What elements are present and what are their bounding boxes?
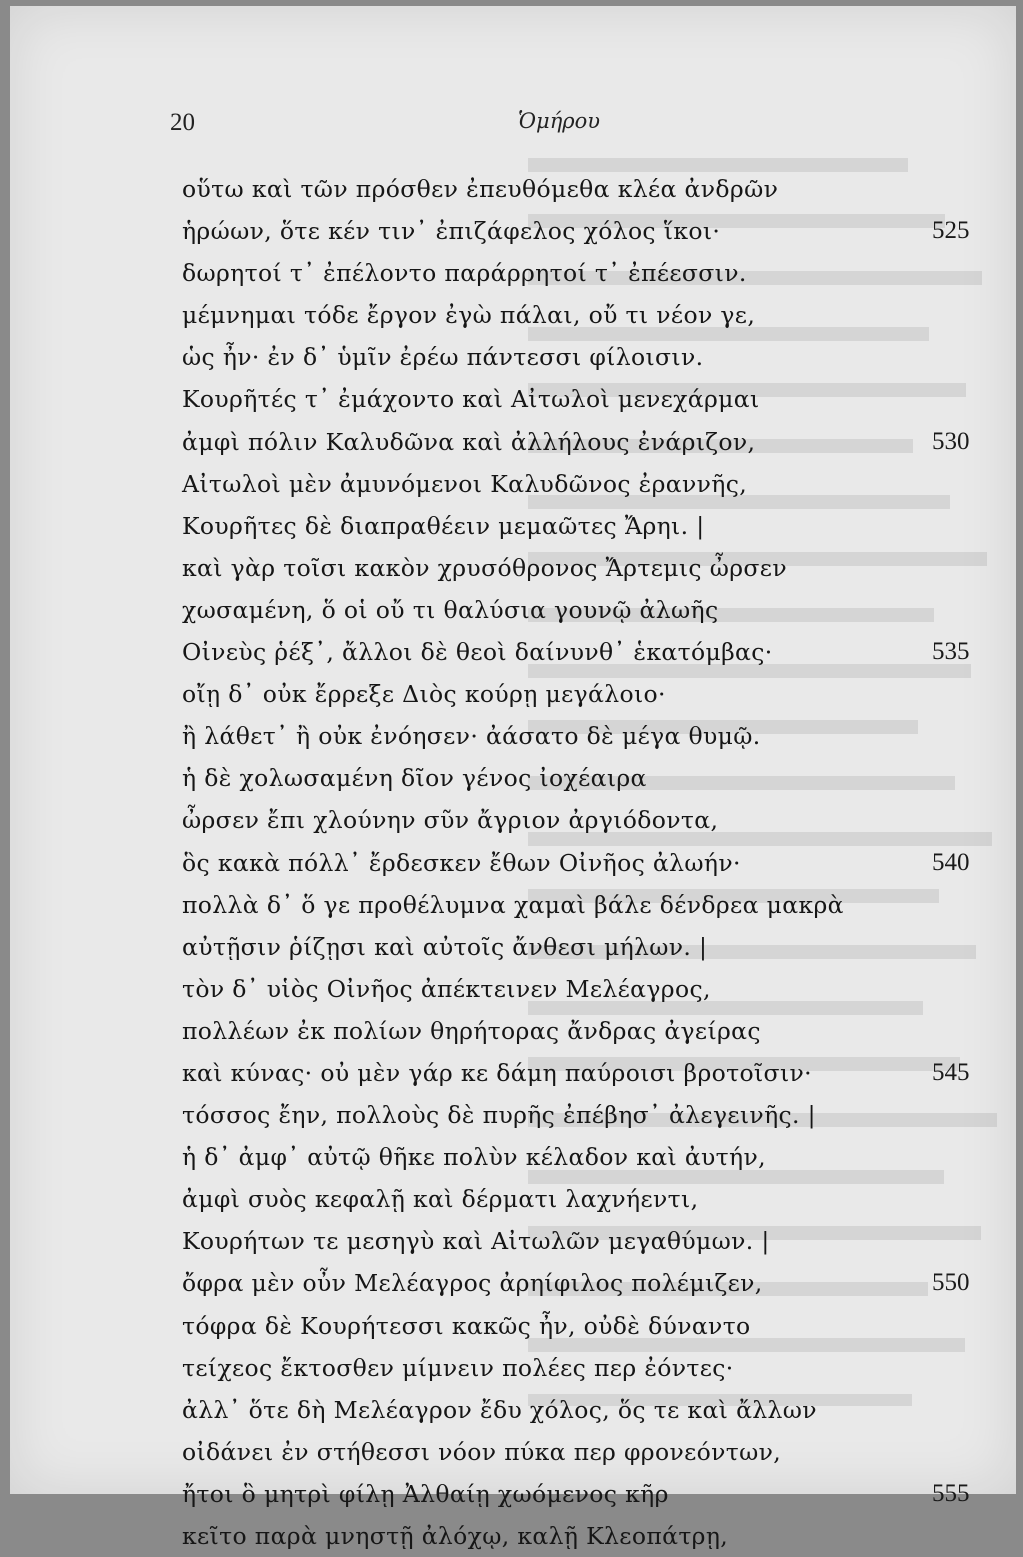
verse-text: οὕτω καὶ τῶν πρόσθεν ἐπευθόμεθα κλέα ἀνδρῶν — [182, 175, 779, 203]
verse-line — [182, 589, 982, 631]
verse-text: ἢ λάθετ᾽ ἢ οὐκ ἐνόησεν· ἀάσατο δὲ μέγα θυμῷ. — [182, 722, 761, 751]
verse-text: ἡρώων, ὅτε κέν τιν᾽ ἐπιζάφελος χόλος ἵκοι· — [182, 217, 721, 246]
verse-line — [182, 968, 982, 1010]
verse-text: τόφρα δὲ Κουρήτεσσι κακῶς ἦν, οὐδὲ δύναντο — [182, 1311, 751, 1340]
line-number: 540 — [932, 848, 970, 876]
verse-text: τείχεος ἔκτοσθεν μίμνειν πολέες περ ἐόντες· — [182, 1353, 734, 1382]
verse-text: ὃς κακὰ πόλλ᾽ ἔρδεσκεν ἔθων Οἰνῆος ἀλωήν· — [182, 848, 741, 877]
verse-line — [182, 673, 982, 715]
verse-line — [182, 1178, 982, 1220]
verse-line — [182, 463, 982, 505]
verse-line — [182, 421, 982, 463]
line-number: 545 — [932, 1058, 970, 1086]
verse-line — [182, 294, 982, 336]
verse-line — [182, 505, 982, 547]
verse-text: ἀμφὶ συὸς κεφαλῇ καὶ δέρματι λαχνήεντι, — [182, 1185, 699, 1214]
verse-text: οἴῃ δ᾽ οὐκ ἔρρεξε Διὸς κούρῃ μεγάλοιο· — [182, 680, 666, 709]
verse-line — [182, 799, 982, 841]
verse-text: κεῖτο παρὰ μνηστῇ ἀλόχῳ, καλῇ Κλεοπάτρῃ, — [182, 1522, 729, 1550]
verse-line — [182, 1431, 982, 1473]
verse-line — [182, 757, 982, 799]
line-number: 550 — [932, 1269, 970, 1297]
verse-text: ἀμφὶ πόλιν Καλυδῶνα καὶ ἀλλήλους ἐνάριζον, — [182, 427, 756, 456]
verse-line — [182, 1136, 982, 1178]
verse-block — [182, 168, 982, 1557]
verse-text: ὄφρα μὲν οὖν Μελέαγρος ἀρηίφιλος πολέμιζεν, — [182, 1269, 763, 1298]
page-header — [170, 109, 870, 139]
verse-line — [182, 1473, 982, 1515]
line-number: 555 — [932, 1479, 970, 1507]
verse-line — [182, 1010, 982, 1052]
verse-text: αὐτῇσιν ῥίζῃσι καὶ αὐτοῖς ἄνθεσι μήλων. | — [182, 932, 708, 961]
verse-line — [182, 1262, 982, 1304]
verse-line — [182, 926, 982, 968]
verse-line — [182, 884, 982, 926]
verse-text: χωσαμένη, ὅ οἱ οὔ τι θαλύσια γουνῷ ἀλωῆς — [182, 595, 719, 624]
verse-line — [182, 842, 982, 884]
verse-line — [182, 168, 982, 210]
verse-text: πολλέων ἐκ πολίων θηρήτορας ἄνδρας ἀγείρας — [182, 1016, 761, 1045]
verse-text: ἡ δ᾽ ἀμφ᾽ αὐτῷ θῆκε πολὺν κέλαδον καὶ ἀυτήν, — [182, 1143, 766, 1172]
verse-line — [182, 1220, 982, 1262]
verse-line — [182, 1094, 982, 1136]
verse-text: οἰδάνει ἐν στήθεσσι νόον πύκα περ φρονεόντων, — [182, 1437, 782, 1466]
verse-line — [182, 1347, 982, 1389]
verse-text: πολλὰ δ᾽ ὅ γε προθέλυμνα χαμαὶ βάλε δένδρεα μακρὰ — [182, 890, 844, 919]
verse-text: ἡ δὲ χολωσαμένη δῖον γένος ἰοχέαιρα — [182, 764, 647, 793]
book-page — [10, 6, 1016, 1550]
verse-text: Κουρῆτές τ᾽ ἐμάχοντο καὶ Αἰτωλοὶ μενεχάρμαι — [182, 385, 760, 414]
line-number: 535 — [932, 638, 970, 666]
verse-text: ὦρσεν ἔπι χλούνην σῦν ἄγριον ἀργιόδοντα, — [182, 806, 719, 835]
verse-line — [182, 1389, 982, 1431]
verse-text: ἀλλ᾽ ὅτε δὴ Μελέαγρον ἔδυ χόλος, ὅς τε καὶ ἄλλων — [182, 1395, 817, 1424]
running-head: Ὁμήρου — [518, 109, 601, 133]
line-number: 530 — [932, 427, 970, 455]
verse-text: τὸν δ᾽ υἱὸς Οἰνῆος ἀπέκτεινεν Μελέαγρος, — [182, 974, 711, 1003]
verse-text: Αἰτωλοὶ μὲν ἀμυνόμενοι Καλυδῶνος ἐραννῆς, — [182, 469, 748, 498]
verse-line — [182, 547, 982, 589]
verse-line — [182, 210, 982, 252]
verse-line — [182, 1052, 982, 1094]
verse-text: δωρητοί τ᾽ ἐπέλοντο παράρρητοί τ᾽ ἐπέεσσιν. — [182, 259, 747, 288]
verse-text: καὶ γὰρ τοῖσι κακὸν χρυσόθρονος Ἄρτεμις ὦρσεν — [182, 553, 787, 582]
verse-line — [182, 378, 982, 420]
verse-text: ἤτοι ὃ μητρὶ φίλῃ Ἀλθαίῃ χωόμενος κῆρ — [182, 1479, 669, 1508]
verse-text: μέμνημαι τόδε ἔργον ἐγὼ πάλαι, οὔ τι νέον γε, — [182, 301, 756, 330]
verse-text: καὶ κύνας· οὐ μὲν γάρ κε δάμη παύροισι βροτοῖσιν· — [182, 1058, 812, 1087]
verse-text: Κουρήτων τε μεσηγὺ καὶ Αἰτωλῶν μεγαθύμων. | — [182, 1227, 770, 1256]
verse-line — [182, 336, 982, 378]
verse-line — [182, 1305, 982, 1347]
line-number: 525 — [932, 217, 970, 245]
verse-text: Κουρῆτες δὲ διαπραθέειν μεμαῶτες Ἄρηι. | — [182, 511, 705, 540]
verse-text: ὡς ἦν· ἐν δ᾽ ὑμῖν ἐρέω πάντεσσι φίλοισιν. — [182, 343, 704, 372]
verse-line — [182, 631, 982, 673]
verse-text: τόσσος ἔην, πολλοὺς δὲ πυρῆς ἐπέβησ᾽ ἀλεγεινῆς. | — [182, 1101, 816, 1130]
verse-line — [182, 715, 982, 757]
verse-line — [182, 1515, 982, 1557]
page-number: 20 — [170, 109, 195, 136]
verse-text: Οἰνεὺς ῥέξ᾽, ἄλλοι δὲ θεοὶ δαίνυνθ᾽ ἑκατόμβας· — [182, 638, 773, 667]
verse-line — [182, 252, 982, 294]
